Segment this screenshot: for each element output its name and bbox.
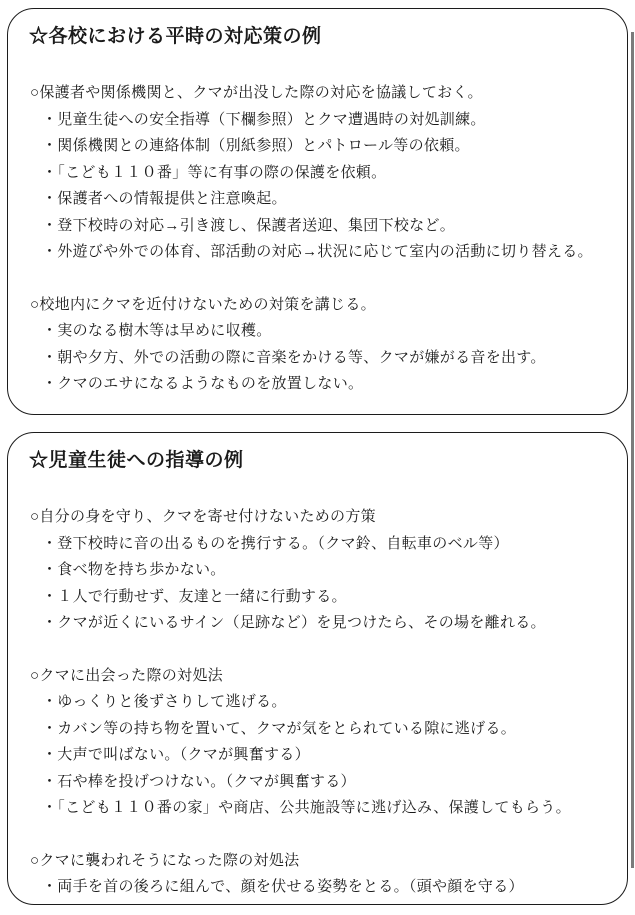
student-guidance-box xyxy=(7,432,628,905)
list-item: ・外遊びや外での体育、部活動の対応→状況に応じて室内の活動に切り替える。 xyxy=(42,243,593,260)
list-item: ・食べ物を持ち歩かない。 xyxy=(42,561,226,578)
section-self-protection xyxy=(30,504,613,637)
list-item: ・登下校時の対応→引き渡し、保護者送迎、集団下校など。 xyxy=(42,216,456,234)
list-item: ・保護者への情報提供と注意喚起。 xyxy=(42,190,287,207)
box-title-student-guidance: ☆児童生徒への指導の例 xyxy=(29,450,244,471)
list-item: ・関係機関との連絡体制（別紙参照）とパトロール等の依頼。 xyxy=(42,137,470,154)
section-consultation xyxy=(30,80,613,266)
daily-countermeasures-box xyxy=(7,8,628,415)
box-title-daily-countermeasures: ☆各校における平時の対応策の例 xyxy=(29,26,322,47)
list-item: ・「こども１１０番」等に有事の際の保護を依頼。 xyxy=(42,163,387,181)
section-heading: ○クマに出会った際の対処法 xyxy=(30,666,223,684)
section-keep-bears-away xyxy=(30,292,613,398)
list-item: ・クマが近くにいるサイン（足跡など）を見つけたら、その場を離れる。 xyxy=(42,614,546,631)
list-item: ・実のなる樹木等は早めに収穫。 xyxy=(42,322,272,339)
section-heading: ○校地内にクマを近付けないための対策を講じる。 xyxy=(30,295,376,313)
list-item: ・ゆっくりと後ずさりして逃げる。 xyxy=(42,693,287,710)
section-heading: ○クマに襲われそうになった際の対処法 xyxy=(30,851,300,869)
section-bear-encounter xyxy=(30,663,613,822)
section-heading: ○自分の身を守り、クマを寄せ付けないための方策 xyxy=(30,508,376,525)
list-item: ・大声で叫ばない。（クマが興奮する） xyxy=(42,746,310,763)
list-item: ・クマのエサになるようなものを放置しない。 xyxy=(42,375,364,392)
list-item: ・「こども１１０番の家」や商店、公共施設等に逃げ込み、保護してもらう。 xyxy=(42,799,571,816)
list-item: ・１人で行動せず、友達と一緒に行動する。 xyxy=(42,587,347,605)
section-heading: ○保護者や関係機関と、クマが出没した際の対応を協議しておく。 xyxy=(30,84,483,101)
list-item: ・石や棒を投げつけない。（クマが興奮する） xyxy=(42,772,356,790)
list-item: ・児童生徒への安全指導（下欄参照）とクマ遭遇時の対処訓練。 xyxy=(42,110,486,128)
list-item: ・カバン等の持ち物を置いて、クマが気をとられている隙に逃げる。 xyxy=(42,719,517,737)
page-edge-line xyxy=(631,32,634,868)
list-item: ・登下校時に音の出るものを携行する。（クマ鈴、自転車のベル等） xyxy=(42,534,509,552)
list-item: ・朝や夕方、外での活動の際に音楽をかける等、クマが嫌がる音を出す。 xyxy=(42,348,546,366)
section-bear-attack xyxy=(30,848,613,901)
list-item: ・両手を首の後ろに組んで、顔を伏せる姿勢をとる。（頭や顔を守る） xyxy=(42,878,524,895)
